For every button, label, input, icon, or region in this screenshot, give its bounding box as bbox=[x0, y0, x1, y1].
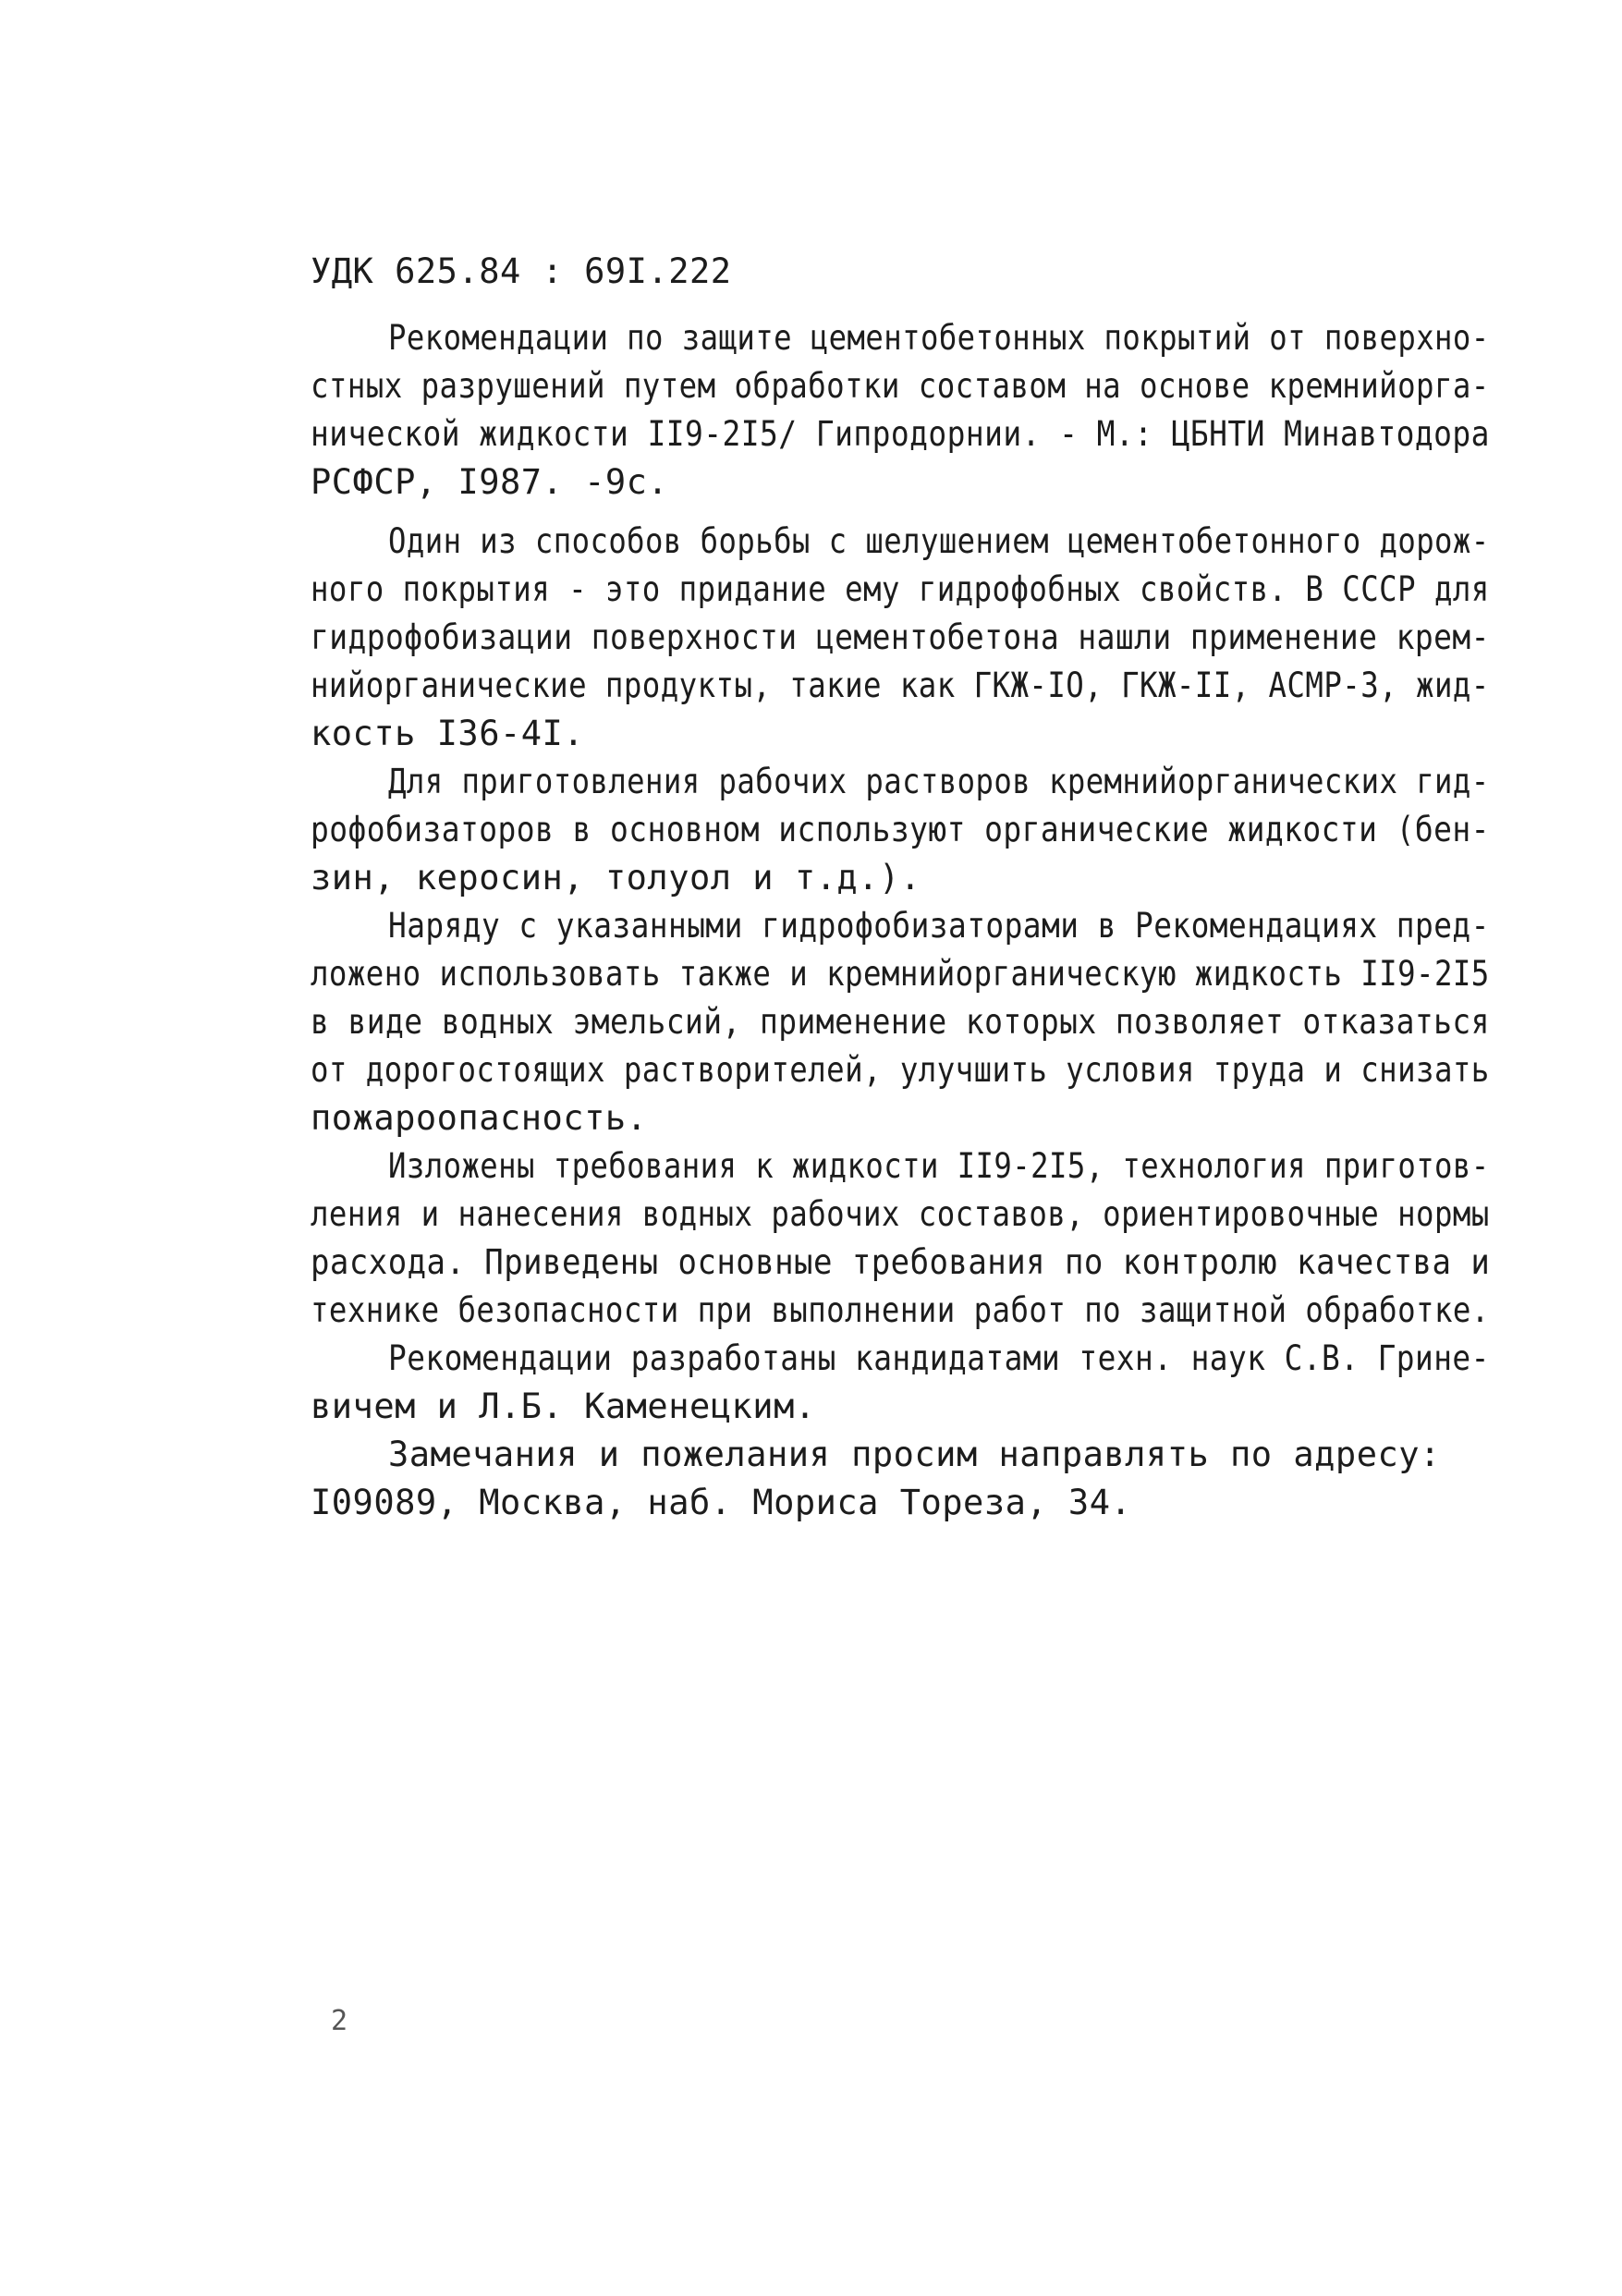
abstract-line: стных разрушений путем обработки составом на основе кремнийорга- bbox=[311, 366, 1490, 406]
body-line: технике безопасности при выполнении работ по защитной обработке. bbox=[311, 1290, 1490, 1330]
body-line: I09089, Москва, наб. Мориса Тореза, 34. bbox=[311, 1483, 1132, 1522]
abstract-line: Рекомендации по защите цементобетонных покрытий от поверхно- bbox=[388, 318, 1490, 358]
body-line: вичем и Л.Б. Каменецким. bbox=[311, 1386, 816, 1426]
body-line: ложено использовать также и кремнийорганическую жидкость II9-2I5 bbox=[311, 954, 1490, 994]
body-line: Изложены требования к жидкости II9-2I5, технология приготов- bbox=[388, 1146, 1490, 1186]
body-line: Замечания и пожелания просим направлять по адресу: bbox=[388, 1435, 1441, 1474]
body-line: расхода. Приведены основные требования по контролю качества и bbox=[311, 1242, 1491, 1282]
abstract-line: нической жидкости II9-2I5/ Гипродорнии. - М.: ЦБНТИ Минавтодора bbox=[311, 414, 1490, 454]
body-line: зин, керосин, толуол и т.д.). bbox=[311, 858, 921, 898]
abstract-line: РСФСР, I987. -9с. bbox=[311, 462, 669, 502]
body-line: кость I36-4I. bbox=[311, 714, 585, 753]
udc-code: УДК 625.84 : 69I.222 bbox=[311, 251, 732, 291]
body-line: Для приготовления рабочих растворов кремнийорганических гид- bbox=[388, 762, 1490, 801]
body-line: Рекомендации разработаны кандидатами техн. наук С.В. Грине- bbox=[388, 1338, 1490, 1378]
body-line: рофобизаторов в основном используют органические жидкости (бен- bbox=[311, 810, 1490, 849]
body-line: в виде водных эмельсий, применение которых позволяет отказаться bbox=[311, 1002, 1490, 1042]
body-line: Один из способов борьбы с шелушением цементобетонного дорож- bbox=[388, 521, 1490, 561]
body-line: ления и нанесения водных рабочих составов, ориентировочные нормы bbox=[311, 1194, 1490, 1234]
body-line: пожароопасность. bbox=[311, 1098, 648, 1138]
page-number: 2 bbox=[331, 2005, 348, 2037]
body-line: нийорганические продукты, такие как ГКЖ-IO, ГКЖ-II, АСМР-3, жид- bbox=[311, 666, 1490, 705]
body-line: Наряду с указанными гидрофобизаторами в Рекомендациях пред- bbox=[388, 906, 1490, 946]
body-line: ного покрытия - это придание ему гидрофобных свойств. В СССР для bbox=[311, 569, 1490, 609]
body-line: гидрофобизации поверхности цементобетона нашли применение крем- bbox=[311, 617, 1490, 657]
body-line: от дорогостоящих растворителей, улучшить условия труда и снизать bbox=[311, 1050, 1490, 1090]
